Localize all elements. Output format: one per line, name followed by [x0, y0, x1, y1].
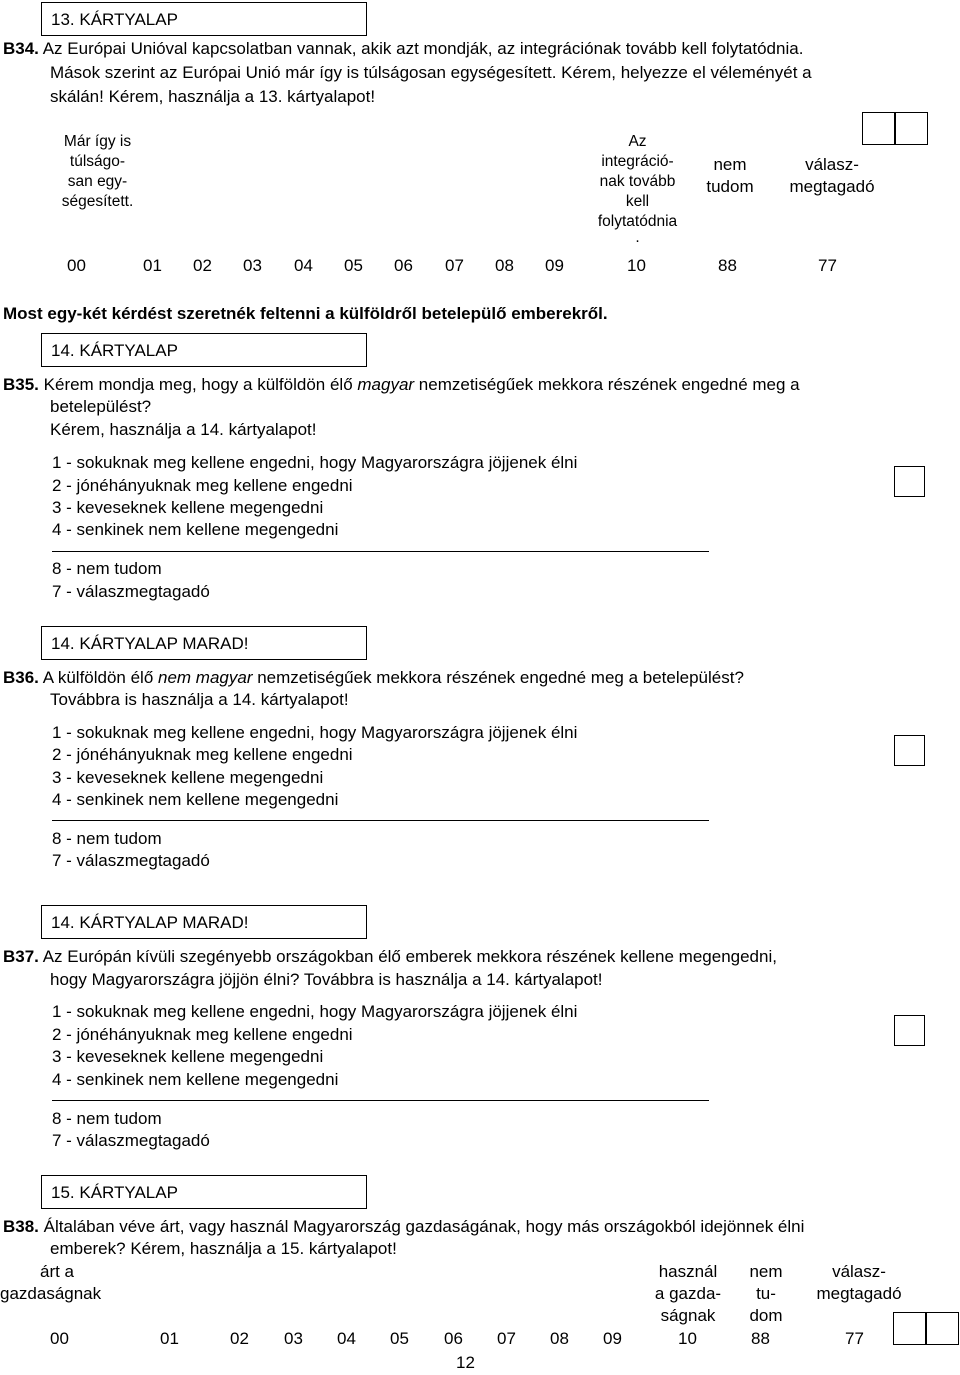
scale-value[interactable]: 02 [230, 1329, 249, 1348]
card-label-14-marad: 14. KÁRTYALAP MARAD! [41, 626, 367, 660]
scale-value[interactable]: 05 [390, 1329, 409, 1348]
option-3[interactable]: 3 - keveseknek kellene megengedni [52, 768, 324, 787]
option-7[interactable]: 7 - válaszmegtagadó [52, 1131, 210, 1150]
answer-box-b35[interactable] [894, 466, 925, 497]
option-2[interactable]: 2 - jónéhányuknak meg kellene engedni [52, 745, 353, 764]
option-1[interactable]: 1 - sokuknak meg kellene engedni, hogy Magyarországra jöjjenek élni [52, 453, 578, 472]
scale-value[interactable]: 03 [243, 256, 262, 275]
scale-value[interactable]: 04 [337, 1329, 356, 1348]
scale-value[interactable]: 01 [143, 256, 162, 275]
scale-value[interactable]: 10 [627, 256, 646, 275]
scale-value[interactable]: 88 [751, 1329, 770, 1348]
b36-question: B36. A külföldön élő nem magyar nemzetiségűek mekkora részének engedné meg a betelepülést? [3, 668, 744, 687]
scale-value[interactable]: 03 [284, 1329, 303, 1348]
b38-right-anchor: használ a gazda- ságnak [654, 1262, 722, 1325]
card-label-15: 15. KÁRTYALAP [41, 1175, 367, 1209]
answer-box-b36[interactable] [894, 735, 925, 766]
scale-right-anchor: Az integráció- nak tovább kell folytatódnia . [597, 133, 678, 246]
b34-question [3, 38, 803, 60]
b37-question: B37. Az Európán kívüli szegényebb országokban élő emberek mekkora részének kellene megengedni, [3, 947, 777, 966]
scale-value[interactable]: 05 [344, 256, 363, 275]
option-4[interactable]: 4 - senkinek nem kellene megengedni [52, 790, 339, 809]
scale-value[interactable]: 09 [545, 256, 564, 275]
dont-know-label: nem tudom [706, 155, 754, 196]
option-2[interactable]: 2 - jónéhányuknak meg kellene engedni [52, 1025, 353, 1044]
page-number: 12 [456, 1353, 475, 1372]
option-7[interactable]: 7 - válaszmegtagadó [52, 851, 210, 870]
question-id: B34. [3, 39, 39, 58]
scale-value[interactable]: 08 [495, 256, 514, 275]
scale-value[interactable]: 04 [294, 256, 313, 275]
b34-scale [0, 255, 960, 277]
divider [52, 1100, 709, 1101]
option-3[interactable]: 3 - keveseknek kellene megengedni [52, 498, 324, 517]
scale-value[interactable]: 06 [444, 1329, 463, 1348]
b35-question-line2: betelepülést? [50, 397, 152, 416]
question-text: Az Európai Unióval kapcsolatban vannak, akik azt mondják, az integrációnak tovább kell folytatódnia. [38, 39, 804, 58]
question-id: B37. [3, 947, 39, 966]
b35-question: B35. Kérem mondja meg, hogy a külföldön élő magyar nemzetiségűek mekkora részének engedné meg a [3, 375, 800, 394]
option-4[interactable]: 4 - senkinek nem kellene megengedni [52, 520, 339, 539]
scale-value[interactable]: 00 [67, 256, 86, 275]
option-3[interactable]: 3 - keveseknek kellene megengedni [52, 1047, 324, 1066]
question-id: B35. [3, 375, 39, 394]
b38-refused-label: válasz- megtagadó [816, 1262, 902, 1303]
b34-question-line3: skálán! Kérem, használja a 13. kártyalapot! [50, 87, 376, 106]
option-4[interactable]: 4 - senkinek nem kellene megengedni [52, 1070, 339, 1089]
b34-question-line2: Mások szerint az Európai Unió már így is túlságosan egységesített. Kérem, helyezze el véleményét a [50, 63, 812, 82]
scale-value[interactable]: 07 [497, 1329, 516, 1348]
answer-box-right[interactable] [894, 112, 928, 145]
option-8[interactable]: 8 - nem tudom [52, 559, 162, 578]
scale-value[interactable]: 88 [718, 256, 737, 275]
scale-left-anchor: Már így is túlságo- san egy- ségesített. [61, 133, 134, 210]
option-2[interactable]: 2 - jónéhányuknak meg kellene engedni [52, 476, 353, 495]
scale-value[interactable]: 77 [845, 1329, 864, 1348]
option-1[interactable]: 1 - sokuknak meg kellene engedni, hogy Magyarországra jöjjenek élni [52, 1002, 578, 1021]
scale-value[interactable]: 08 [550, 1329, 569, 1348]
divider [52, 820, 709, 821]
b38-question: B38. Általában véve árt, vagy használ Magyarország gazdaságának, hogy más országokból idejönnek élni [3, 1217, 805, 1236]
scale-value[interactable]: 10 [678, 1329, 697, 1348]
refused-label: válasz- megtagadó [789, 155, 875, 196]
scale-value[interactable]: 00 [50, 1329, 69, 1348]
answer-box-left[interactable] [862, 112, 896, 145]
card-label-14: 14. KÁRTYALAP [41, 333, 367, 367]
option-7[interactable]: 7 - válaszmegtagadó [52, 582, 210, 601]
card-label-13: 13. KÁRTYALAP [41, 2, 367, 36]
scale-value[interactable]: 02 [193, 256, 212, 275]
scale-value[interactable]: 06 [394, 256, 413, 275]
section-intro: Most egy-két kérdést szeretnék feltenni a külföldről betelepülő emberekről. [3, 304, 608, 323]
answer-box-b37[interactable] [894, 1015, 925, 1046]
scale-value[interactable]: 07 [445, 256, 464, 275]
question-id: B36. [3, 668, 39, 687]
divider [52, 551, 709, 552]
scale-value[interactable]: 77 [818, 256, 837, 275]
scale-value[interactable]: 01 [160, 1329, 179, 1348]
b36-question-line2: Továbbra is használja a 14. kártyalapot! [50, 690, 349, 709]
option-1[interactable]: 1 - sokuknak meg kellene engedni, hogy Magyarországra jöjjenek élni [52, 723, 578, 742]
b37-question-line2: hogy Magyarországra jöjjön élni? Továbbra is használja a 14. kártyalapot! [50, 970, 603, 989]
b38-question-line2: emberek? Kérem, használja a 15. kártyalapot! [50, 1239, 397, 1258]
b38-scale [0, 1328, 960, 1350]
option-8[interactable]: 8 - nem tudom [52, 829, 162, 848]
b38-left-anchor: árt a gazdaságnak [0, 1262, 102, 1303]
b38-dont-know-label: nem tu- dom [749, 1262, 783, 1325]
scale-value[interactable]: 09 [603, 1329, 622, 1348]
option-8[interactable]: 8 - nem tudom [52, 1109, 162, 1128]
question-id: B38. [3, 1217, 39, 1236]
b35-question-line3: Kérem, használja a 14. kártyalapot! [50, 420, 317, 439]
card-label-14-marad: 14. KÁRTYALAP MARAD! [41, 905, 367, 939]
